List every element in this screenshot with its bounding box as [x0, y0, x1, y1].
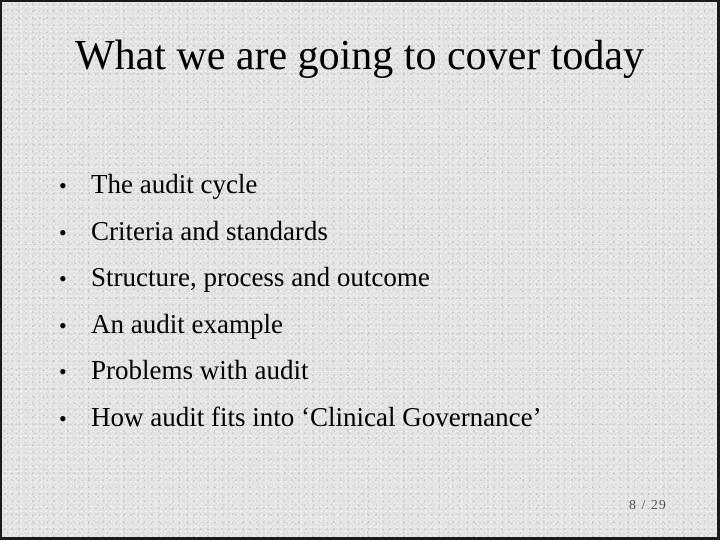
slide-title: What we are going to cover today — [74, 33, 645, 79]
bullet-list — [59, 162, 542, 442]
list-item — [59, 302, 542, 349]
list-item-text: Criteria and standards — [91, 215, 328, 246]
list-item — [59, 348, 542, 395]
list-item — [59, 162, 542, 209]
bullet-icon: • — [59, 405, 67, 431]
list-item-text: The audit cycle — [91, 169, 258, 199]
bullet-icon: • — [59, 359, 67, 385]
bullet-icon: • — [59, 173, 67, 198]
list-item — [59, 255, 542, 302]
list-item — [59, 209, 542, 256]
list-item — [59, 395, 542, 442]
list-item-text: An audit example — [91, 308, 283, 339]
page-number: 8 / 29 — [629, 498, 667, 513]
list-item-text: Problems with audit — [91, 355, 309, 386]
bullet-icon: • — [59, 219, 67, 245]
list-item-text: How audit fits into ‘Clinical Governance’ — [91, 401, 542, 432]
bullet-icon: • — [59, 266, 67, 292]
bullet-icon: • — [59, 312, 67, 338]
list-item-text: Structure, process and outcome — [91, 262, 430, 293]
